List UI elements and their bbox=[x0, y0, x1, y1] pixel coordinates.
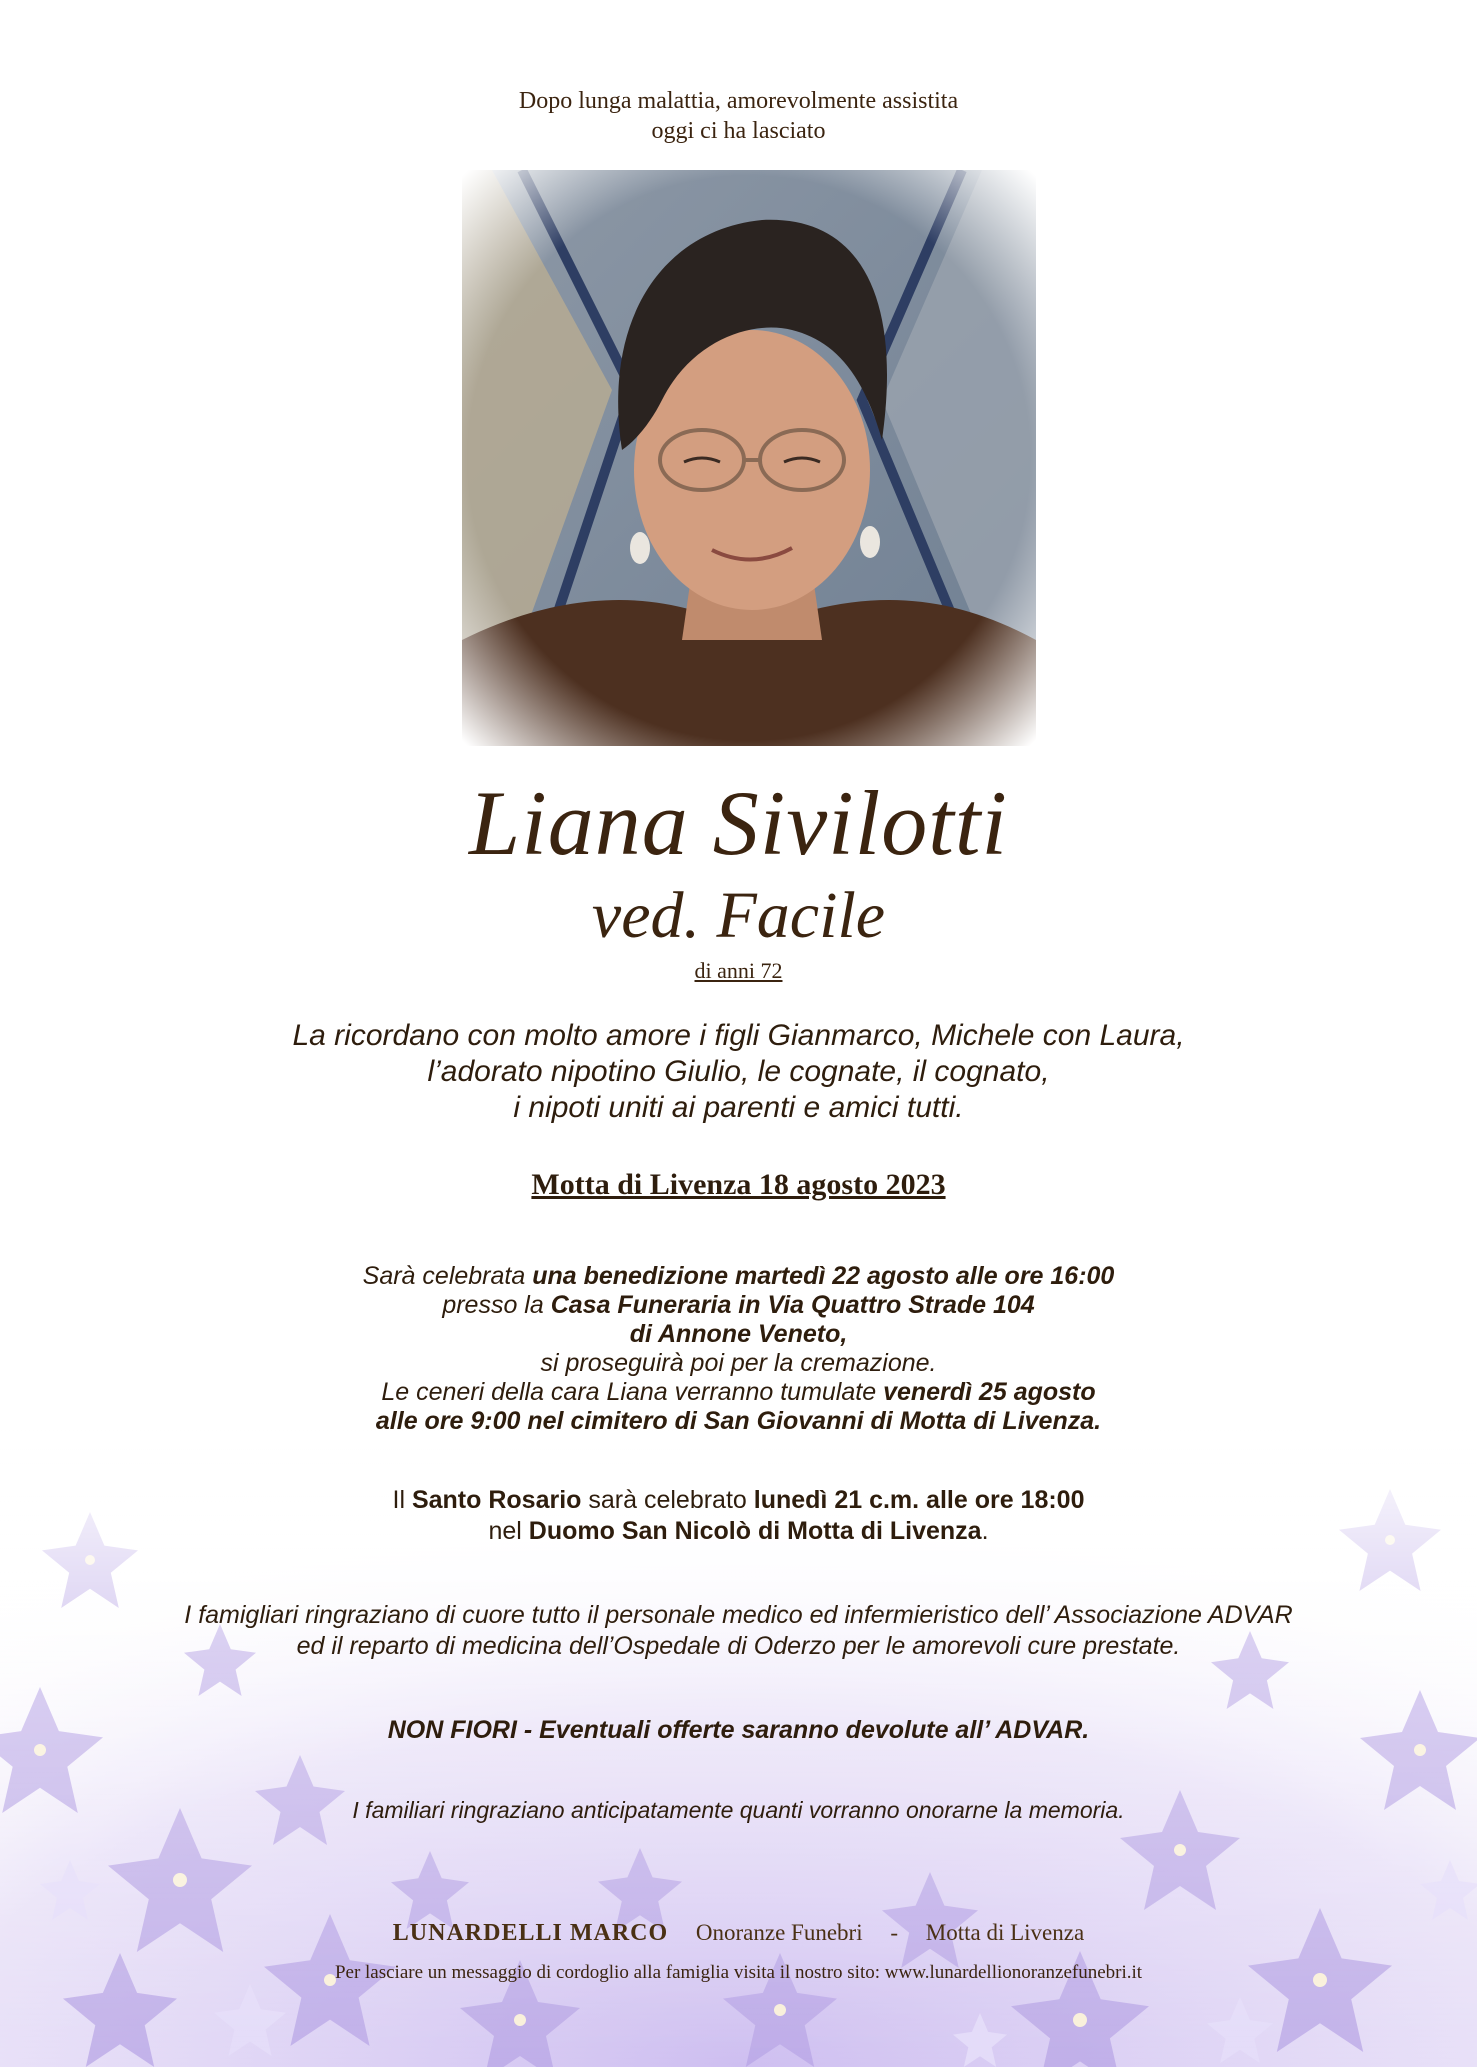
ceremony-line-5: Le ceneri della cara Liana verranno tumulate venerdì 25 agosto bbox=[381, 1378, 1096, 1406]
mourners-line: La ricordano con molto amore i figli Gianmarco, Michele con Laura, bbox=[292, 1019, 1185, 1052]
ceremony-line-1: Sarà celebrata una benedizione martedì 22 agosto alle ore 16:00 bbox=[362, 1262, 1115, 1290]
no-flowers-notice: NON FIORI - Eventuali offerte saranno devolute all’ ADVAR. bbox=[387, 1716, 1090, 1744]
mourners-line: l’adorato nipotino Giulio, le cognate, il cognato, bbox=[427, 1055, 1050, 1088]
agency-service: Onoranze Funebri bbox=[695, 1920, 863, 1945]
intro-line-2: oggi ci ha lasciato bbox=[651, 118, 826, 144]
age: di anni 72 bbox=[694, 958, 783, 983]
ceremony-line-2: presso la Casa Funeraria in Via Quattro Strade 104 bbox=[442, 1291, 1035, 1319]
anticipated-thanks: I familiari ringraziano anticipatamente quanti vorranno onorarne la memoria. bbox=[352, 1797, 1125, 1823]
rosary-line-2: nel Duomo San Nicolò di Motta di Livenza. bbox=[488, 1517, 989, 1545]
agency-line bbox=[0, 1920, 1477, 1947]
ceremony-line-3: di Annone Veneto, bbox=[629, 1320, 848, 1348]
portrait-photo bbox=[462, 170, 1036, 746]
deceased-name: Liana Sivilotti bbox=[469, 772, 1008, 874]
ceremony-info bbox=[0, 1262, 1477, 1436]
thanks-line: I famigliari ringraziano di cuore tutto il personale medico ed infermieristico dell’ Associazione ADVAR bbox=[184, 1601, 1293, 1629]
agency-location: Motta di Livenza bbox=[925, 1920, 1085, 1945]
mourners-line: i nipoti uniti ai parenti e amici tutti. bbox=[513, 1091, 964, 1124]
intro-line-1: Dopo lunga malattia, amorevolmente assistita bbox=[518, 88, 959, 114]
ceremony-line-4: si proseguirà poi per la cremazione. bbox=[540, 1349, 937, 1377]
rosary-line-1: Il Santo Rosario sarà celebrato lunedì 21 c.m. alle ore 18:00 bbox=[392, 1486, 1085, 1514]
widow-of: ved. Facile bbox=[591, 879, 886, 952]
rosary-info bbox=[0, 1485, 1477, 1547]
thanks-line: ed il reparto di medicina dell’Ospedale di Oderzo per le amorevoli cure prestate. bbox=[296, 1632, 1181, 1660]
intro-text bbox=[0, 86, 1477, 146]
ceremony-line-6: alle ore 9:00 nel cimitero di San Giovanni di Motta di Livenza. bbox=[375, 1407, 1102, 1435]
website-message: Per lasciare un messaggio di cordoglio alla famiglia visita il nostro sito: www.lunardellionoranzefunebri.it bbox=[334, 1962, 1143, 1983]
agency-name: LUNARDELLI MARCO bbox=[392, 1920, 669, 1946]
thanks-text bbox=[0, 1600, 1477, 1662]
separator: - bbox=[890, 1920, 899, 1945]
mourners-text bbox=[0, 1018, 1477, 1126]
place-date: Motta di Livenza 18 agosto 2023 bbox=[531, 1168, 946, 1201]
